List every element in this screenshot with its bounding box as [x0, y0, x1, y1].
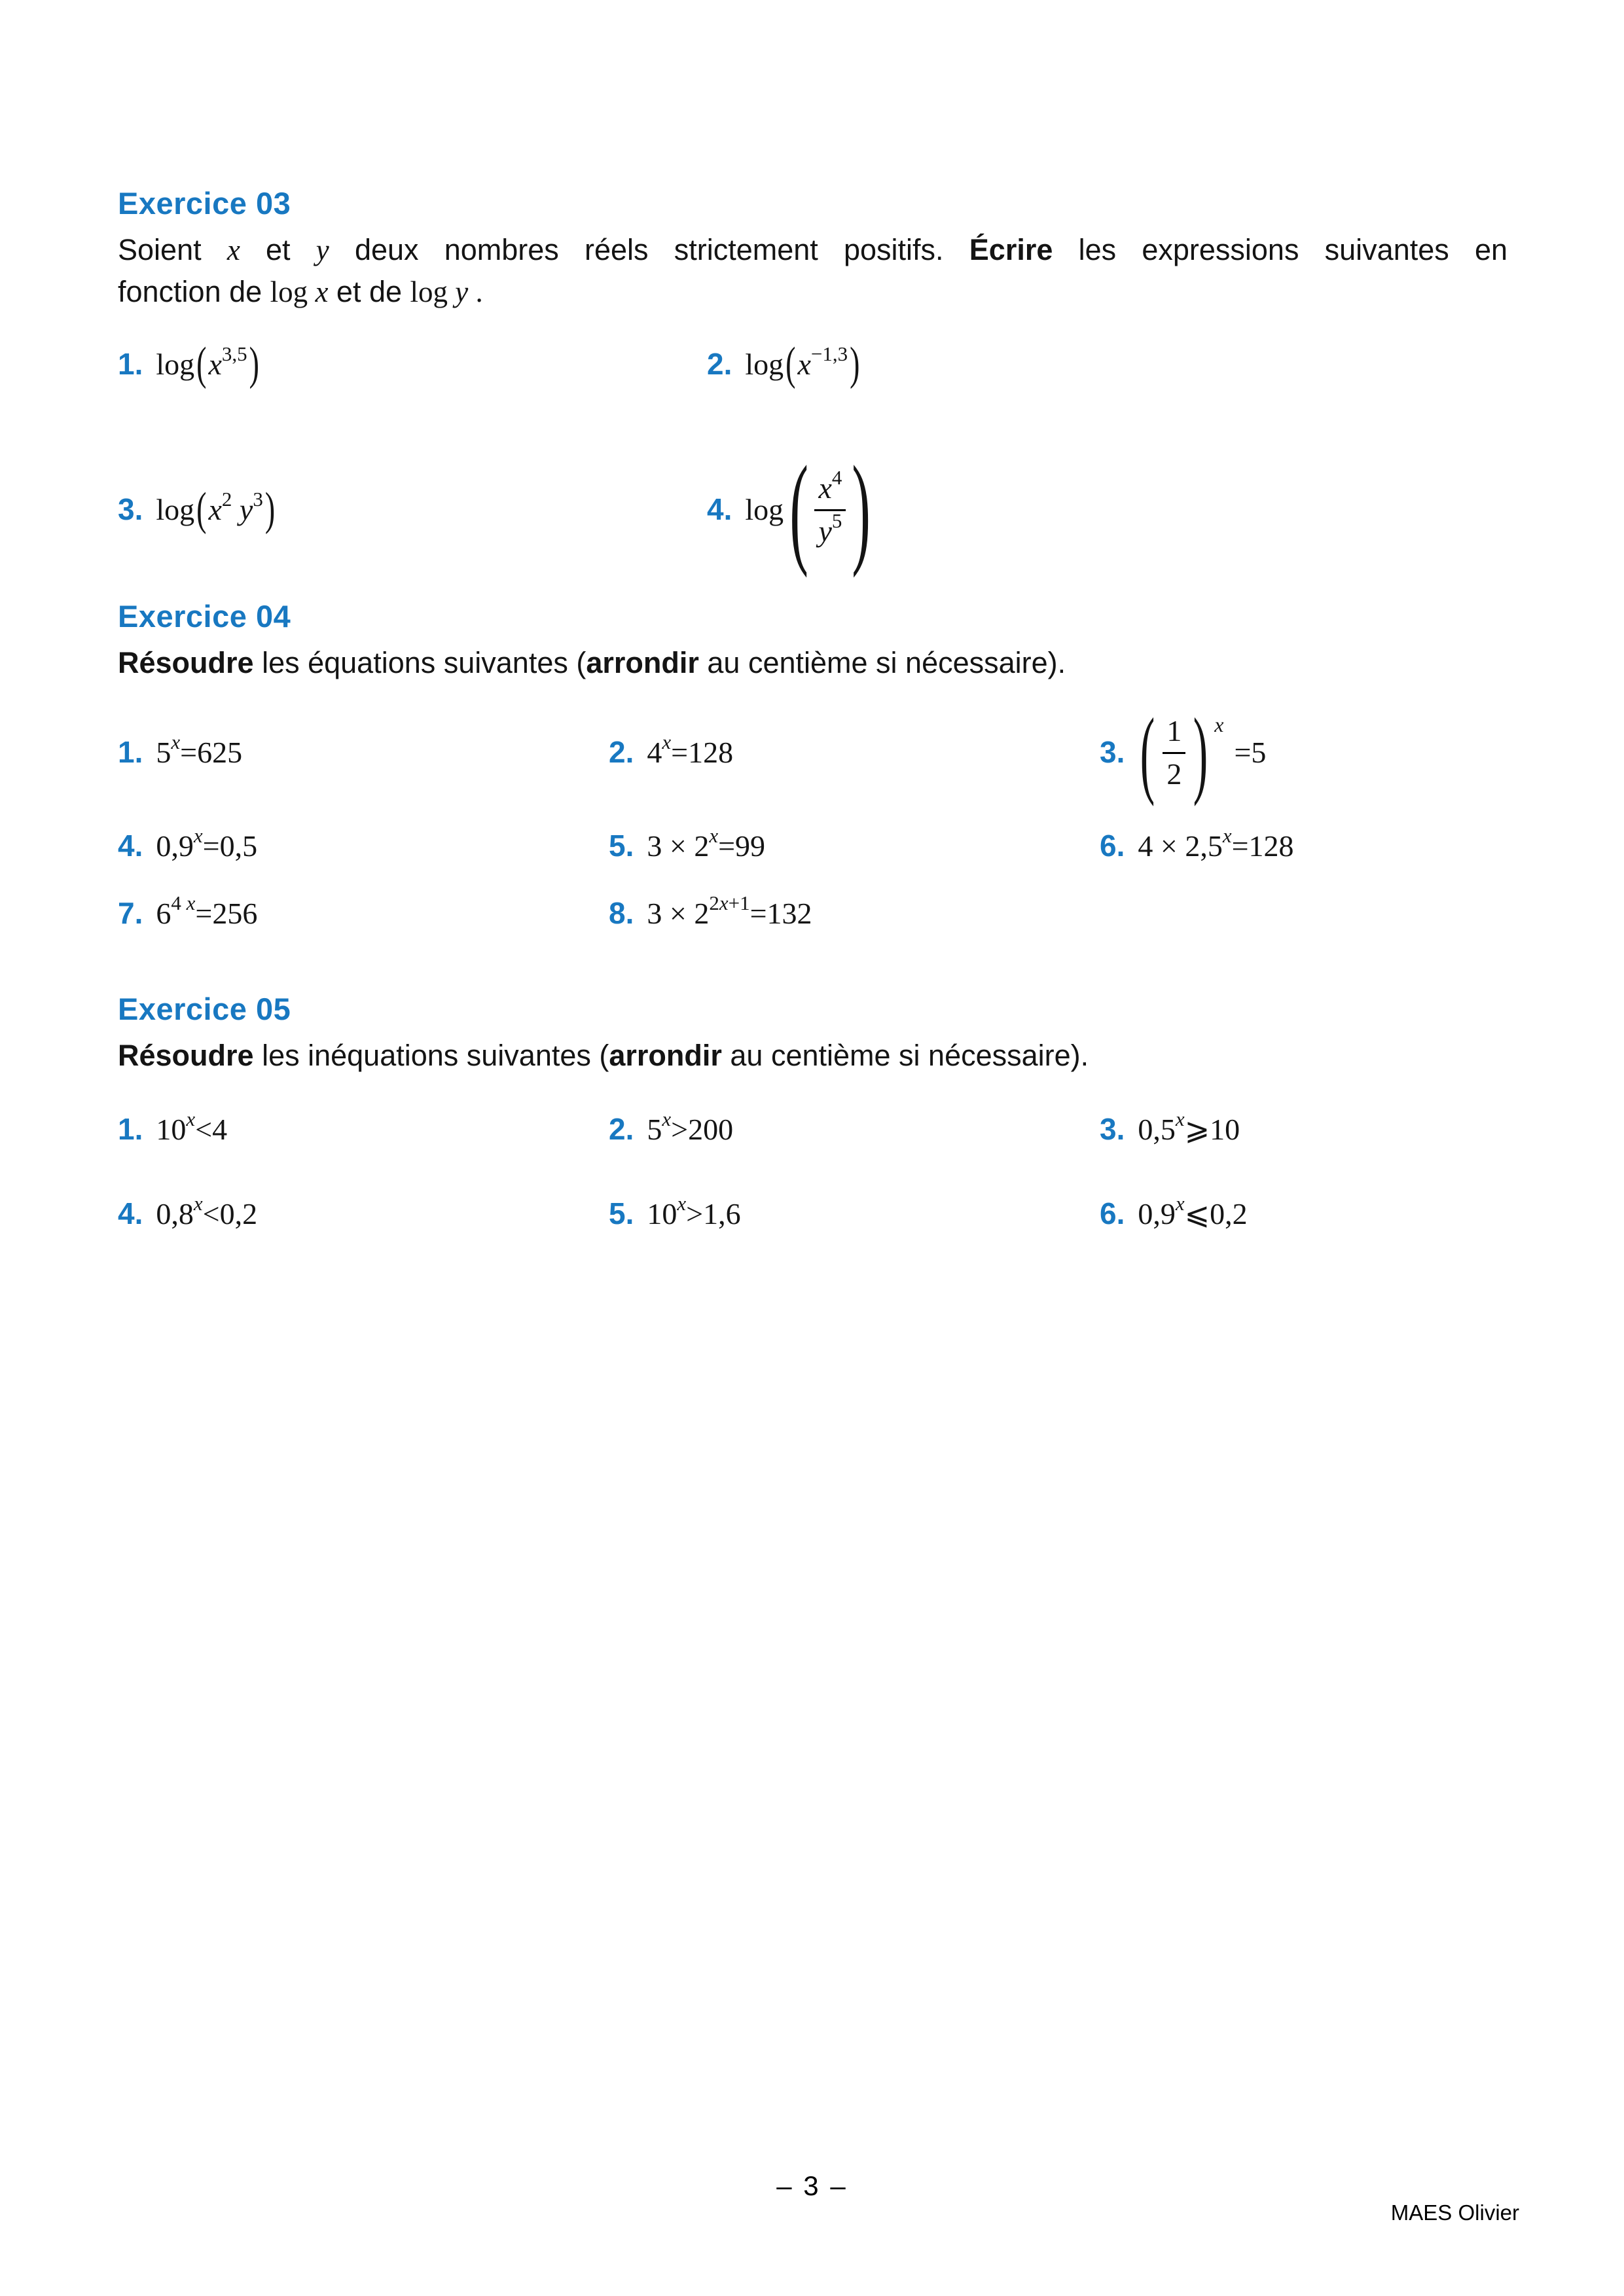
exercise-03-intro-line1 — [118, 229, 1507, 271]
item-number: 3. — [1100, 735, 1125, 770]
math-token: x — [677, 1192, 687, 1215]
item-expression — [647, 730, 734, 772]
math-token: 2 — [709, 891, 719, 914]
math-token: 10 — [647, 1197, 677, 1230]
math-token: =128 — [671, 736, 734, 770]
math-token: log — [745, 348, 784, 381]
math-token: ⩽0,2 — [1184, 1197, 1248, 1230]
item-number: 4. — [118, 828, 143, 863]
math-token: log — [270, 276, 316, 308]
math-token: x — [315, 276, 329, 308]
exercise-03-section — [118, 185, 1508, 579]
fraction-bar — [1163, 752, 1185, 754]
item-expression — [647, 1107, 734, 1149]
math-token: x — [709, 823, 719, 847]
denominator-base: y — [818, 514, 832, 548]
ex04-item-8 — [609, 891, 1100, 933]
math-token: arrondir — [609, 1038, 722, 1072]
item-number: 1. — [118, 347, 143, 381]
math-token: 3 × 2 — [647, 897, 710, 930]
author-name: MAES Olivier — [1390, 2200, 1519, 2225]
left-paren: ( — [1140, 698, 1155, 807]
math-token: 4 — [171, 891, 187, 914]
math-token: 0,5 — [1138, 1112, 1176, 1146]
math-token: 5 — [647, 1112, 662, 1146]
math-token: 4 × 2,5 — [1138, 829, 1223, 863]
math-token: Écrire — [969, 233, 1053, 266]
math-token: =625 — [180, 736, 243, 770]
left-paren: ( — [789, 440, 809, 579]
math-token: les inéquations suivantes ( — [253, 1038, 609, 1072]
ex05-item-2 — [609, 1107, 1100, 1149]
math-token: x — [193, 1192, 203, 1215]
math-token: 0,9 — [1138, 1197, 1176, 1230]
math-token: =132 — [749, 897, 812, 930]
math-token: ) — [850, 337, 860, 389]
item-expression — [1138, 823, 1294, 865]
ex04-item-3 — [1100, 698, 1294, 807]
item-number: 5. — [609, 828, 634, 863]
math-token: Résoudre — [118, 1038, 254, 1072]
item-number: 6. — [1100, 1196, 1125, 1230]
math-token: +1 — [728, 891, 750, 914]
item-number: 1. — [118, 1111, 143, 1146]
math-token: =0,5 — [202, 829, 258, 863]
math-token: y — [239, 493, 253, 527]
math-token: ( — [785, 337, 796, 389]
math-token: au centième si nécessaire). — [698, 645, 1066, 679]
math-token — [232, 493, 240, 526]
item-number: 2. — [609, 735, 634, 770]
math-token: <0,2 — [202, 1197, 258, 1230]
ex03-item-4 — [707, 440, 872, 579]
item-expression — [1138, 1107, 1240, 1149]
ex04-item-2 — [609, 730, 1100, 772]
ex05-item-4 — [118, 1192, 609, 1233]
item-expression — [647, 823, 766, 865]
exercise-04-section — [118, 598, 1507, 933]
math-token: ) — [264, 482, 276, 535]
exercise-03-title: Exercice 03 — [118, 186, 291, 221]
math-token: Résoudre — [118, 645, 254, 679]
math-token: et de — [328, 275, 410, 308]
math-token: arrondir — [586, 645, 699, 679]
ex04-item-5 — [609, 823, 1100, 865]
exercise-05-title: Exercice 05 — [118, 991, 291, 1026]
ex04-item-1 — [118, 730, 609, 772]
math-token: 10 — [156, 1112, 187, 1146]
ex04-item-7 — [118, 891, 609, 933]
math-token: Soient — [118, 233, 227, 266]
item-number: 4. — [118, 1196, 143, 1230]
exercise-05-intro — [118, 1035, 1507, 1077]
exercise-03-intro-line2 — [118, 271, 1507, 313]
item-number: 5. — [609, 1196, 634, 1230]
item-expression — [745, 337, 861, 389]
exercise-04-title: Exercice 04 — [118, 598, 291, 634]
page-number: – 3 – — [776, 2170, 848, 2201]
math-token: y — [455, 276, 469, 308]
ex05-item-3 — [1100, 1107, 1248, 1149]
math-token: =99 — [718, 829, 766, 863]
exercise-05-section — [118, 990, 1507, 1233]
item-number: 2. — [707, 347, 732, 381]
item-expression — [156, 1107, 228, 1149]
math-token: >200 — [671, 1112, 734, 1146]
math-token: 0,8 — [156, 1197, 194, 1230]
right-paren: ) — [852, 440, 871, 579]
math-token: x — [226, 234, 240, 266]
math-token: ⩾10 — [1184, 1112, 1240, 1146]
ex03-item-1 — [118, 337, 707, 389]
item-number: 4. — [707, 492, 732, 527]
math-token: =256 — [195, 897, 258, 930]
ex03-item-2 — [707, 337, 872, 389]
denominator-exponent: 5 — [831, 509, 842, 532]
math-token: x — [1222, 823, 1232, 847]
math-token: =128 — [1231, 829, 1294, 863]
math-token: 5 — [156, 736, 171, 770]
item-expression — [156, 1192, 258, 1233]
math-token: log — [410, 276, 456, 308]
math-token: 2 — [221, 488, 232, 511]
fraction-denominator — [814, 509, 846, 550]
math-token: <4 — [195, 1112, 228, 1146]
math-token: >1,6 — [686, 1197, 741, 1230]
item-number: 3. — [118, 492, 143, 527]
math-token: x — [662, 730, 672, 754]
math-token: x — [193, 823, 203, 847]
item-expression — [745, 440, 871, 579]
item-number: 3. — [1100, 1111, 1125, 1146]
math-token: log — [156, 493, 195, 527]
fraction-numerator — [814, 465, 846, 507]
page-content — [118, 0, 1507, 1233]
math-token: −1,3 — [810, 342, 848, 365]
math-token: ( — [196, 337, 207, 389]
math-token: x — [171, 730, 181, 754]
ex04-item-6 — [1100, 823, 1294, 865]
item-number: 7. — [118, 896, 143, 930]
item-number: 2. — [609, 1111, 634, 1146]
numerator-base: x — [818, 471, 832, 505]
item-expression — [156, 730, 243, 772]
math-token: y — [316, 234, 329, 266]
math-token: ( — [196, 482, 207, 535]
math-token: x — [662, 1107, 672, 1130]
numerator-exponent: 4 — [831, 465, 842, 489]
item-expression — [647, 1192, 741, 1233]
exercise-05-items — [118, 1107, 1507, 1233]
item-expression — [156, 337, 261, 389]
item-expression — [647, 891, 812, 933]
math-token: x — [719, 891, 729, 914]
item-number: 6. — [1100, 828, 1125, 863]
item-expression — [1138, 698, 1267, 807]
ex05-item-6 — [1100, 1192, 1248, 1233]
math-token: les expressions suivantes en — [1053, 233, 1508, 266]
fraction — [1163, 713, 1185, 792]
math-token: au centième si nécessaire). — [721, 1038, 1089, 1072]
exercise-04-items — [118, 698, 1507, 933]
fraction-numerator: 1 — [1166, 713, 1182, 747]
item-number: 1. — [118, 735, 143, 770]
math-token: x — [208, 493, 222, 527]
math-token: x — [186, 1107, 196, 1130]
math-token: 4 — [647, 736, 662, 770]
math-token: 3,5 — [221, 342, 247, 365]
item-number: 8. — [609, 896, 634, 930]
fraction-denominator: 2 — [1166, 757, 1182, 791]
math-token: log — [156, 348, 195, 381]
math-token: x — [797, 348, 811, 381]
item-expression — [1138, 1192, 1248, 1233]
log-prefix: log — [745, 493, 784, 527]
outer-exponent: x — [1214, 712, 1224, 736]
ex04-item-4 — [118, 823, 609, 865]
right-hand-side: =5 — [1234, 736, 1267, 770]
fraction — [814, 465, 846, 549]
math-token: x — [1175, 1107, 1185, 1130]
exercise-04-intro — [118, 642, 1507, 684]
math-token: 0,9 — [156, 829, 194, 863]
item-expression — [156, 482, 277, 535]
ex03-item-3 — [118, 482, 707, 535]
exercise-03-items — [118, 337, 1507, 579]
math-token: x — [186, 891, 196, 914]
math-token: fonction de — [118, 275, 270, 308]
ex05-item-5 — [609, 1192, 1100, 1233]
item-expression — [156, 891, 258, 933]
item-expression — [156, 823, 258, 865]
math-token: 6 — [156, 897, 171, 930]
math-token: et — [240, 233, 316, 266]
math-token: x — [208, 348, 222, 381]
math-token: 3 × 2 — [647, 829, 710, 863]
ex05-item-1 — [118, 1107, 609, 1149]
math-token: ) — [249, 337, 259, 389]
math-token: . — [468, 276, 483, 308]
math-token: x — [1175, 1192, 1185, 1215]
right-paren: ) — [1193, 698, 1208, 807]
math-token: 3 — [253, 488, 263, 511]
math-token: les équations suivantes ( — [253, 645, 586, 679]
math-token: deux nombres réels strictement positifs. — [329, 233, 969, 266]
